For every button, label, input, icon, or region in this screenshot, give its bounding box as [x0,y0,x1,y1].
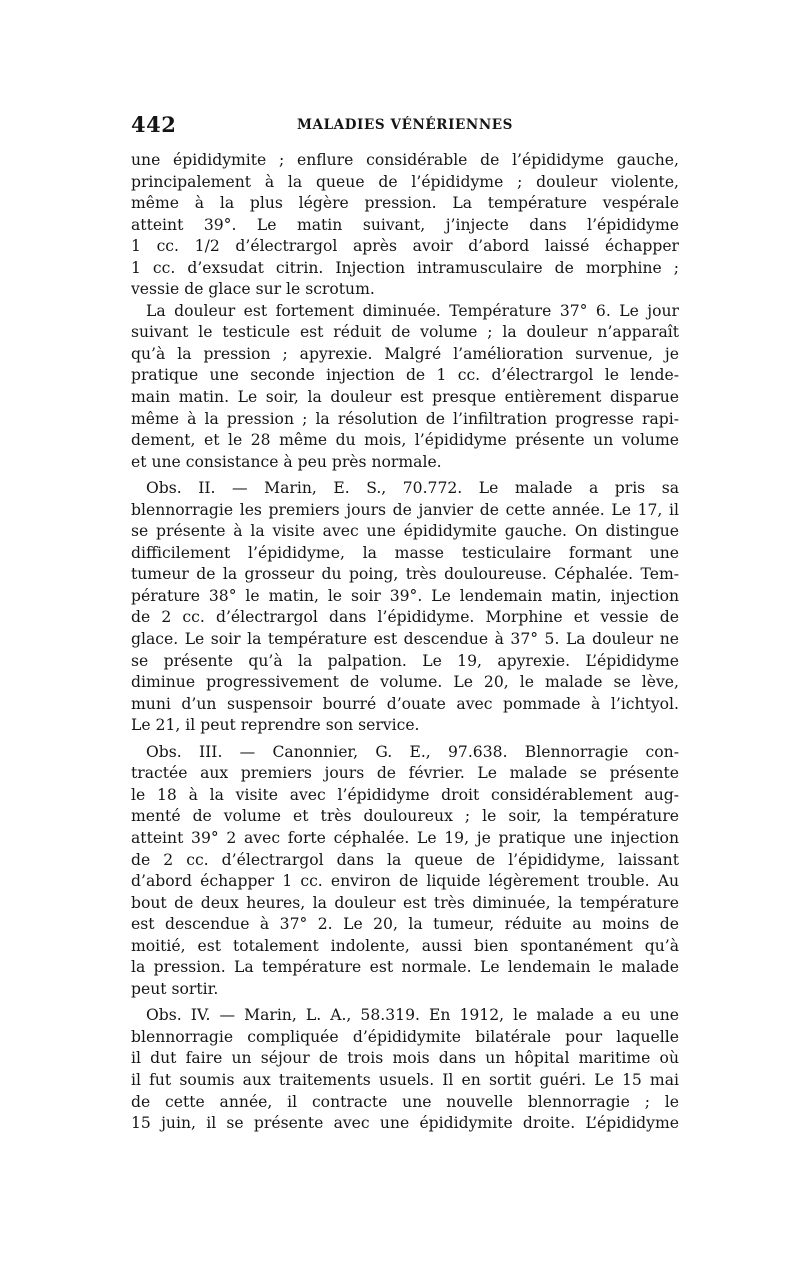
text-line: une épididymite ; enflure considérable de l’épididyme gauche, [131,151,679,169]
text-line: difficilement l’épididyme, la masse testiculaire formant une [131,543,679,562]
text-line: main matin. Le soir, la douleur est presque entièrement disparue [131,388,679,407]
text-line: 1 cc. 1/2 d’électrargol après avoir d’abord laissé échapper [131,237,679,256]
observation-heading-line: Obs. IV. — Marin, L. A., 58.319. En 1912, le malade a eu une [146,1006,679,1025]
paragraph-first-line: La douleur est fortement diminuée. Température 37° 6. Le jour [146,301,679,320]
page-header [131,112,679,142]
text-line: il fut soumis aux traitements usuels. Il en sortit guéri. Le 15 mai [131,1070,679,1089]
running-title: MALADIES VÉNÉRIENNES [296,117,514,133]
text-line: principalement à la queue de l’épididyme ; douleur violente, [131,172,679,191]
text-line: muni d’un suspensoir bourré d’ouate avec pommade à l’ichtyol. [131,694,679,713]
text-line: diminue progressivement de volume. Le 20, le malade se lève, [131,673,679,692]
text-line: pérature 38° le matin, le soir 39°. Le lendemain matin, injection [131,586,679,605]
text-line: menté de volume et très douloureux ; le soir, la température [131,807,679,826]
text-line: se présente qu’à la palpation. Le 19, apyrexie. L’épididyme [131,651,679,670]
text-line: peut sortir. [131,979,219,998]
text-line: glace. Le soir la température est descendue à 37° 5. La douleur ne [131,630,679,649]
text-line: dement, et le 28 même du mois, l’épididyme présente un volume [131,431,679,450]
text-line: qu’à la pression ; apyrexie. Malgré l’amélioration survenue, je [131,344,679,363]
text-line: atteint 39°. Le matin suivant, j’injecte dans l’épididyme [131,215,679,234]
text-line: 1 cc. d’exsudat citrin. Injection intramusculaire de morphine ; [131,258,679,277]
text-line: de 2 cc. d’électrargol dans l’épididyme. Morphine et vessie de [131,608,679,627]
text-line: vessie de glace sur le scrotum. [131,280,375,299]
text-line: se présente à la visite avec une épididymite gauche. On distingue [131,522,679,541]
text-line: atteint 39° 2 avec forte céphalée. Le 19, je pratique une injection [131,828,679,847]
text-line: moitié, est totalement indolente, aussi bien spontanément qu’à [131,936,679,955]
text-line: tractée aux premiers jours de février. Le malade se présente [131,764,679,783]
body-text [131,150,679,1135]
observation-heading-line: Obs. III. — Canonnier, G. E., 97.638. Blennorragie con- [146,742,679,761]
observation-heading-line: Obs. II. — Marin, E. S., 70.772. Le malade a pris sa [146,479,679,498]
text-line: la pression. La température est normale. Le lendemain le malade [131,958,679,977]
text-line: 15 juin, il se présente avec une épididymite droite. L’épididyme [131,1114,679,1133]
text-line: et une consistance à peu près normale. [131,452,442,471]
text-line: d’abord échapper 1 cc. environ de liquide légèrement trouble. Au [131,872,679,891]
text-line: Le 21, il peut reprendre son service. [131,716,420,735]
text-line: est descendue à 37° 2. Le 20, la tumeur, réduite au moins de [131,915,679,934]
text-line: le 18 à la visite avec l’épididyme droit considérablement aug- [131,785,679,804]
text-line: blennorragie compliquée d’épididymite bilatérale pour laquelle [131,1027,679,1046]
text-line: il dut faire un séjour de trois mois dans un hôpital maritime où [131,1049,679,1068]
text-line: pratique une seconde injection de 1 cc. d’électrargol le lende- [131,366,679,385]
text-line: même à la pression ; la résolution de l’infiltration progresse rapi- [131,409,679,428]
text-line: de cette année, il contracte une nouvelle blennorragie ; le [131,1092,679,1111]
text-line: suivant le testicule est réduit de volume ; la douleur n’apparaît [131,323,679,342]
page-number: 442 [131,112,177,137]
text-line: même à la plus légère pression. La température vespérale [131,194,679,213]
text-line: tumeur de la grosseur du poing, très douloureuse. Céphalée. Tem- [131,565,679,584]
text-line: de 2 cc. d’électrargol dans la queue de l’épididyme, laissant [131,850,679,869]
text-line: bout de deux heures, la douleur est très diminuée, la température [131,893,679,912]
text-line: blennorragie les premiers jours de janvier de cette année. Le 17, il [131,500,679,519]
